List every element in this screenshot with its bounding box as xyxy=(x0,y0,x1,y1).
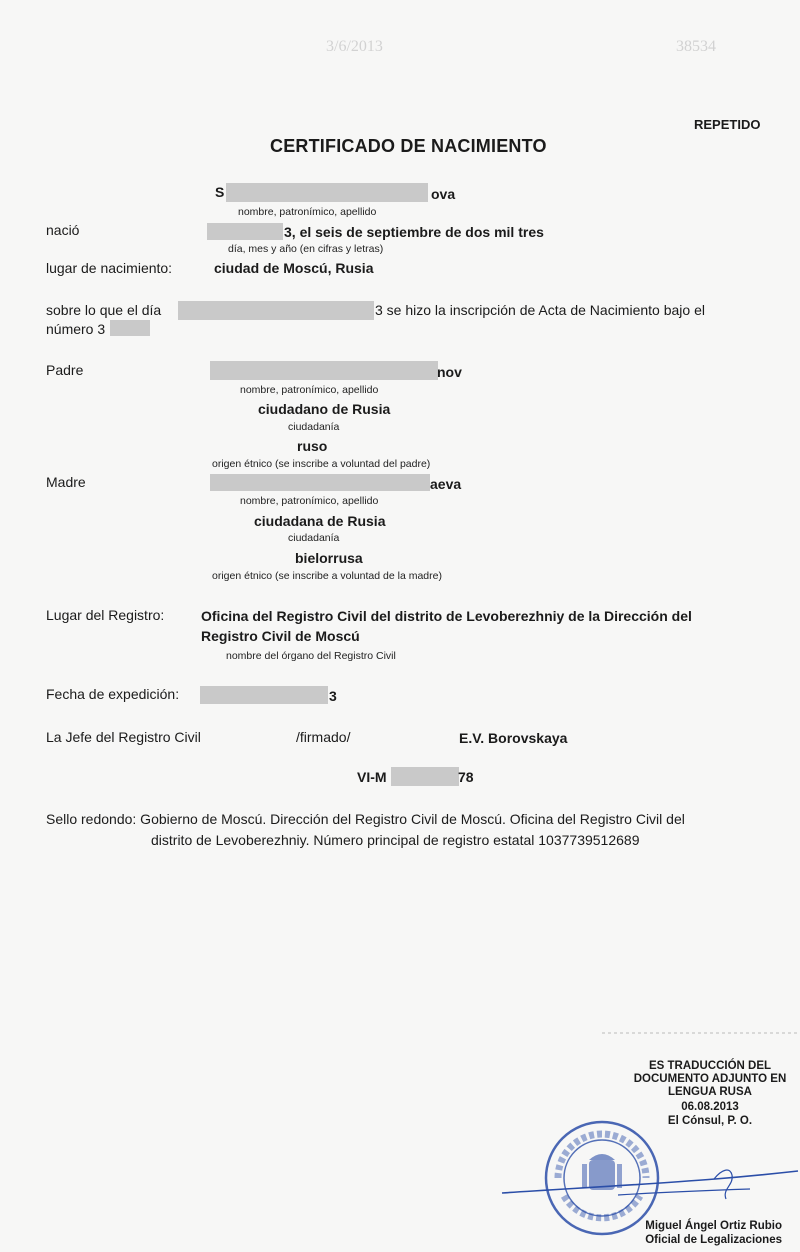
issue-date-end: 3 xyxy=(329,688,337,704)
birthplace-value: ciudad de Moscú, Rusia xyxy=(214,260,374,276)
signer-name: Miguel Ángel Ortiz Rubio xyxy=(645,1220,782,1232)
mother-citizenship-caption: ciudadanía xyxy=(288,532,340,544)
registration-number-label: número 3 xyxy=(46,321,106,337)
father-citizenship-caption: ciudadanía xyxy=(288,421,340,433)
father-ethnicity-caption: origen étnico (se inscribe a voluntad del padre) xyxy=(212,458,431,470)
mother-ethnicity-caption: origen étnico (se inscribe a voluntad de la madre) xyxy=(212,570,442,582)
seal-description-line2: distrito de Levoberezhniy. Número principal de registro estatal 1037739512689 xyxy=(151,832,640,848)
registry-value-line2: Registro Civil de Moscú xyxy=(201,628,360,644)
father-label: Padre xyxy=(46,362,84,378)
birth-date-end: 3, el seis de septiembre de dos mil tres xyxy=(284,224,544,240)
seal-description-line1: Sello redondo: Gobierno de Moscú. Dirección del Registro Civil de Moscú. Oficina del Registro Civil del xyxy=(46,811,685,827)
father-ethnicity: ruso xyxy=(297,438,328,454)
issue-date-label: Fecha de expedición: xyxy=(46,686,180,702)
mother-ethnicity: bielorrusa xyxy=(295,550,363,566)
child-name-end: ova xyxy=(431,186,456,202)
head-name: E.V. Borovskaya xyxy=(459,730,568,746)
father-name-end: nov xyxy=(437,364,462,380)
signer-title: Oficial de Legalizaciones xyxy=(645,1234,782,1246)
mother-name-caption: nombre, patronímico, apellido xyxy=(240,495,379,507)
father-name-caption: nombre, patronímico, apellido xyxy=(240,384,379,396)
legalization-date: 06.08.2013 xyxy=(681,1101,739,1113)
mother-citizenship: ciudadana de Rusia xyxy=(254,513,386,529)
legalization-line2: DOCUMENTO ADJUNTO EN xyxy=(633,1073,787,1085)
head-label: La Jefe del Registro Civil xyxy=(46,729,201,745)
registry-caption: nombre del órgano del Registro Civil xyxy=(226,650,396,662)
birth-date-caption: día, mes y año (en cifras y letras) xyxy=(228,243,384,255)
child-name-start: S xyxy=(215,184,225,200)
serial-end: 78 xyxy=(458,769,474,785)
consul-signature-icon xyxy=(500,1155,800,1215)
repeated-mark: REPETIDO xyxy=(694,117,761,132)
registry-value-line1: Oficina del Registro Civil del distrito de Levoberezhniy de la Dirección del xyxy=(201,608,692,624)
child-name-caption: nombre, patronímico, apellido xyxy=(238,206,377,218)
consul-label: El Cónsul, P. O. xyxy=(667,1115,753,1127)
born-label: nació xyxy=(46,222,80,238)
document-title: CERTIFICADO DE NACIMIENTO xyxy=(270,136,547,156)
mother-name-end: aeva xyxy=(430,476,462,492)
ghost-mark-left: 3/6/2013 xyxy=(326,38,383,55)
registration-line1-start: sobre lo que el día xyxy=(46,302,162,318)
father-citizenship: ciudadano de Rusia xyxy=(258,401,391,417)
legalization-line1: ES TRADUCCIÓN DEL xyxy=(648,1060,772,1072)
signed-mark: /firmado/ xyxy=(296,729,351,745)
mother-label: Madre xyxy=(46,474,86,490)
registration-line1-end: 3 se hizo la inscripción de Acta de Nacimiento bajo el xyxy=(375,302,705,318)
serial-start: VI-M xyxy=(357,769,387,785)
ghost-mark-right: 38534 xyxy=(676,38,716,55)
birthplace-label: lugar de nacimiento: xyxy=(46,260,173,276)
legalization-line3: LENGUA RUSA xyxy=(668,1086,752,1098)
registry-label: Lugar del Registro: xyxy=(46,607,165,623)
